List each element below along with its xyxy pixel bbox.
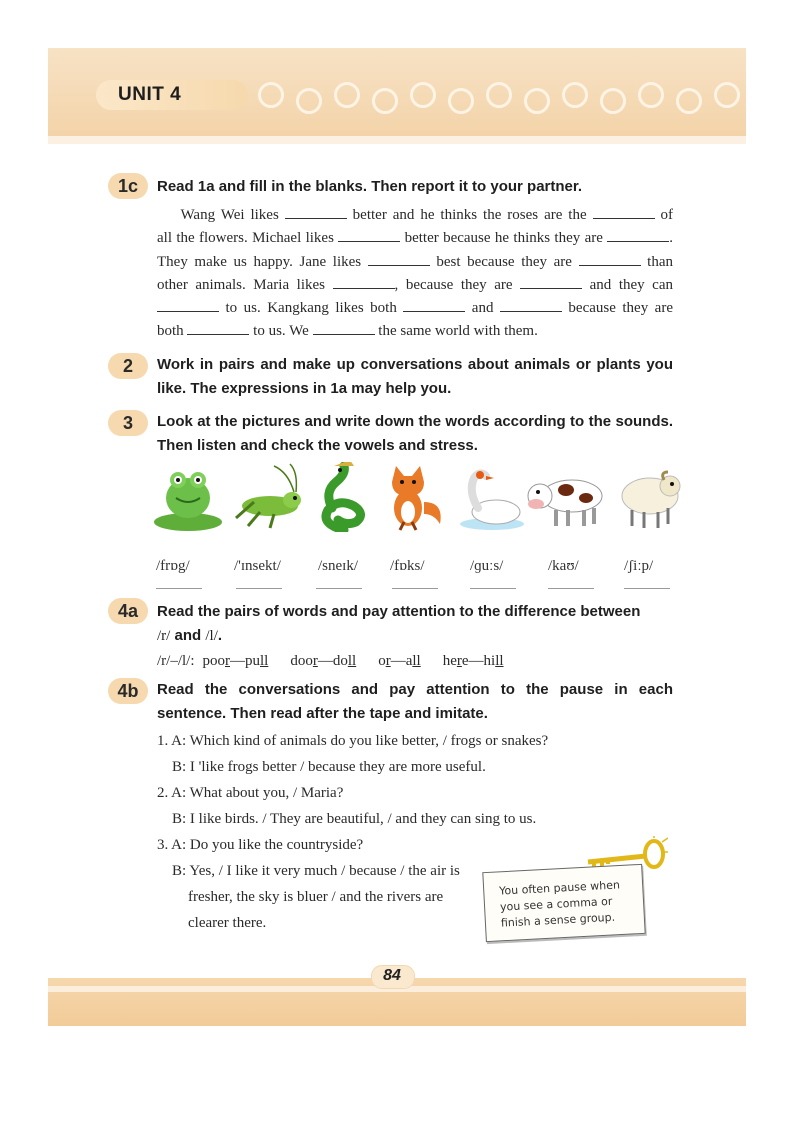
decorative-ring [562, 82, 588, 108]
phonetic-insect: /'ɪnsekt/ [234, 558, 281, 574]
phonetic-goose: /ɡuːs/ [470, 558, 504, 574]
fill-blank[interactable] [607, 229, 669, 242]
exercise-badge-4a: 4a [108, 598, 148, 624]
paragraph-line [157, 274, 673, 297]
word-text: o [378, 653, 386, 669]
conversation-line: 2. A: What about you, / Maria? [157, 785, 344, 801]
exercise-badge-2: 2 [108, 353, 148, 379]
decorative-ring [486, 82, 512, 108]
exercise-badge-1c: 1c [108, 173, 148, 199]
word-pair [443, 653, 504, 669]
decorative-ring [714, 82, 740, 108]
instruction-3: Look at the pictures and write down the words according to the sounds. Then listen and check the vowels and stress. [157, 413, 673, 454]
unit-label: UNIT 4 [118, 84, 182, 105]
tip-text: You often pause when you see a comma or finish a sense group. [498, 878, 621, 930]
conversation-line: clearer there. [188, 915, 267, 931]
phonetic-fox: /fɒks/ [390, 558, 425, 574]
answer-line[interactable] [470, 588, 516, 589]
fill-blank[interactable] [313, 322, 375, 335]
paragraph-text: They make us happy. Jane likes [157, 253, 368, 270]
goose-picture [458, 462, 526, 532]
instruction-4a-line2 [157, 624, 673, 648]
pairs-label: /r/–/l/: [157, 653, 195, 669]
fill-blank[interactable] [593, 206, 655, 219]
phoneme-l: /l/ [205, 628, 218, 644]
paragraph-text: Wang Wei likes [157, 207, 285, 223]
word-pair [203, 653, 269, 669]
paragraph-line [157, 227, 673, 250]
decorative-ring [334, 82, 360, 108]
paragraph-text: better and he thinks the roses are the [346, 207, 593, 223]
paragraph-text: the same world with them. [374, 323, 538, 340]
phonetic-frog: /frɒg/ [156, 558, 190, 574]
phoneme-r: /r/ [157, 628, 171, 644]
decorative-ring [524, 88, 550, 114]
decorative-ring [600, 88, 626, 114]
underlined-letters: r [385, 653, 391, 669]
sheep-picture [612, 462, 684, 532]
paragraph-text: all the flowers. Michael likes [157, 230, 339, 247]
period-text: . [217, 627, 223, 644]
word-pair [290, 653, 356, 669]
paragraph-text: better because he thinks they are [400, 230, 608, 247]
paragraph-line [157, 251, 673, 274]
answer-line[interactable] [156, 588, 202, 589]
instruction-4a-line1: Read the pairs of words and pay attention to the difference between [157, 603, 641, 620]
answer-line[interactable] [548, 588, 594, 589]
instruction-2: Work in pairs and make up conversations about animals or plants you like. The expressions in 1a may help you. [157, 356, 673, 397]
fill-blank[interactable] [368, 253, 430, 266]
decorative-rings [258, 80, 746, 120]
decorative-ring [676, 88, 702, 114]
frog-picture [152, 462, 224, 532]
answer-line[interactable] [624, 588, 670, 589]
instruction-1c: Read 1a and fill in the blanks. Then report it to your partner. [157, 178, 583, 195]
paragraph-text: to us. We [249, 323, 313, 340]
answer-line[interactable] [392, 588, 438, 589]
word-pairs [157, 653, 526, 670]
header-strip [48, 136, 746, 144]
exercise-badge-3: 3 [108, 410, 148, 436]
fill-blank[interactable] [500, 299, 562, 312]
word-text: poo [202, 653, 225, 669]
snake-picture [316, 462, 372, 532]
word-text: —do [317, 653, 348, 669]
conversation-line: B: I 'like frogs better / because they are more useful. [172, 759, 486, 775]
paragraph-text: other animals. Maria likes [157, 276, 333, 293]
paragraph-text: , because they are [394, 276, 521, 293]
fill-blank[interactable] [333, 276, 395, 289]
conversation-line: B: I like birds. / They are beautiful, / and they can sing to us. [172, 811, 537, 827]
fill-blank[interactable] [520, 276, 582, 289]
instruction-4a [157, 600, 673, 648]
phonetic-cow: /kaʊ/ [548, 558, 579, 574]
exercise-badge-4b: 4b [108, 678, 148, 704]
and-text: and [170, 627, 206, 644]
word-text: —a [390, 653, 413, 669]
decorative-ring [258, 82, 284, 108]
paragraph-line [157, 320, 673, 343]
underlined-letters: ll [260, 653, 269, 669]
underlined-letters: ll [495, 653, 504, 669]
conversation-line: B: Yes, / I like it very much / because / the air is [172, 863, 460, 879]
fill-blank[interactable] [579, 253, 641, 266]
underlined-letters: ll [347, 653, 357, 669]
paragraph-text: of [654, 207, 674, 223]
fill-blank[interactable] [285, 206, 347, 219]
paragraph-text: best because they are [429, 253, 579, 270]
fox-picture [378, 462, 446, 532]
conversation-line: fresher, the sky is bluer / and the rivers are [188, 889, 444, 905]
fill-blank[interactable] [157, 299, 219, 312]
answer-line[interactable] [316, 588, 362, 589]
word-text: —pu [230, 653, 260, 669]
fill-blank[interactable] [338, 229, 400, 242]
decorative-ring [448, 88, 474, 114]
paragraph-text: because they are [561, 300, 673, 317]
word-pair [378, 653, 421, 669]
fill-blank[interactable] [403, 299, 465, 312]
word-text: doo [290, 653, 313, 669]
phonetic-sheep: /ʃiːp/ [624, 558, 654, 574]
underlined-letters: ll [412, 653, 421, 669]
paragraph-line [157, 204, 673, 227]
underlined-letters: r [225, 653, 230, 669]
paragraph-text: to us. Kangkang likes both [219, 300, 404, 317]
decorative-ring [410, 82, 436, 108]
instruction-4b: Read the conversations and pay attention to the pause in each sentence. Then read after the tape and imitate. [157, 681, 673, 722]
page-number: 84 [383, 967, 401, 984]
paragraph-text: and they can [582, 276, 674, 293]
underlined-letters: r [312, 653, 318, 669]
phonetic-snake: /sneɪk/ [318, 558, 358, 574]
conversation-line: 3. A: Do you like the countryside? [157, 837, 364, 853]
fill-in-paragraph [157, 204, 673, 344]
paragraph-text: than [640, 253, 673, 270]
insect-picture [230, 462, 310, 532]
fill-blank[interactable] [187, 322, 249, 335]
paragraph-text: and [465, 300, 500, 317]
answer-line[interactable] [236, 588, 282, 589]
decorative-ring [372, 88, 398, 114]
textbook-page [48, 48, 746, 1026]
underlined-letters: r [456, 653, 462, 669]
word-text: he [442, 653, 457, 669]
paragraph-text: both [157, 323, 188, 340]
paragraph-text: . [669, 230, 673, 247]
cow-picture [526, 462, 610, 532]
paragraph-line [157, 297, 673, 320]
decorative-ring [296, 88, 322, 114]
decorative-ring [638, 82, 664, 108]
word-text: e—hi [461, 653, 496, 669]
conversation-line: 1. A: Which kind of animals do you like better, / frogs or snakes? [157, 733, 549, 749]
